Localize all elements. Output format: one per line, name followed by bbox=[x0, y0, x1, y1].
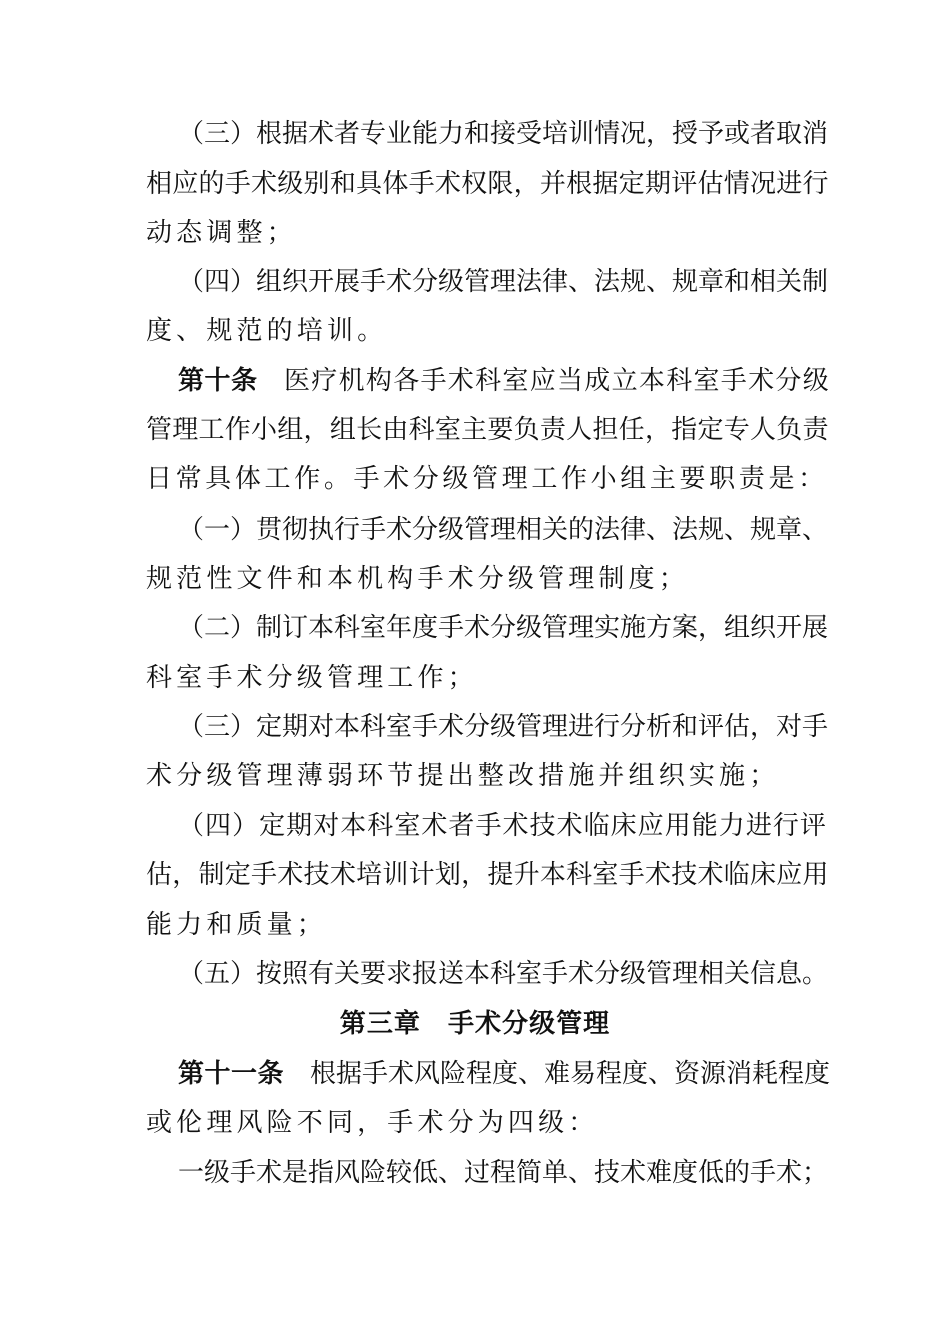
paragraph-line: （五）按照有关要求报送本科室手术分级管理相关信息。 bbox=[178, 959, 829, 989]
paragraph-line: 术分级管理薄弱环节提出整改措施并组织实施； bbox=[146, 761, 780, 791]
paragraph-line: 相应的手术级别和具体手术权限，并根据定期评估情况进行 bbox=[146, 169, 829, 199]
text-line bbox=[0, 1052, 950, 1096]
article-label: 第十条 bbox=[178, 366, 258, 396]
text-line bbox=[0, 952, 950, 996]
text-line bbox=[0, 359, 950, 403]
paragraph-line: 一级手术是指风险较低、过程简单、技术难度低的手术； bbox=[178, 1158, 829, 1188]
paragraph-line: 规范性文件和本机构手术分级管理制度； bbox=[146, 564, 689, 594]
article-label: 第十一条 bbox=[178, 1059, 285, 1089]
paragraph-line: 估，制定手术技术培训计划，提升本科室手术技术临床应用 bbox=[146, 860, 829, 890]
text-line bbox=[0, 656, 950, 700]
text-line bbox=[0, 162, 950, 206]
text-line bbox=[0, 1151, 950, 1195]
paragraph-line: （二）制订本科室年度手术分级管理实施方案，组织开展 bbox=[178, 613, 829, 643]
text-line bbox=[0, 903, 950, 947]
text-line bbox=[0, 1101, 950, 1145]
paragraph-line: 或伦理风险不同，手术分为四级： bbox=[146, 1108, 599, 1138]
chapter-heading: 第三章 手术分级管理 bbox=[339, 1009, 611, 1039]
paragraph-line: 能力和质量； bbox=[146, 910, 327, 940]
text-line bbox=[0, 606, 950, 650]
paragraph-line: 医疗机构各手术科室应当成立本科室手术分级 bbox=[284, 366, 831, 396]
text-line bbox=[0, 211, 950, 255]
text-line bbox=[0, 853, 950, 897]
text-line bbox=[0, 557, 950, 601]
paragraph-line: （一）贯彻执行手术分级管理相关的法律、法规、规章、 bbox=[178, 515, 829, 545]
text-line bbox=[0, 309, 950, 353]
text-line bbox=[0, 705, 950, 749]
paragraph-line: （四）组织开展手术分级管理法律、法规、规章和相关制 bbox=[178, 267, 829, 297]
text-line bbox=[0, 754, 950, 798]
paragraph-line: （三）根据术者专业能力和接受培训情况，授予或者取消 bbox=[178, 119, 829, 149]
paragraph-line: 日常具体工作。手术分级管理工作小组主要职责是： bbox=[146, 464, 828, 494]
paragraph-line: 科室手术分级管理工作； bbox=[146, 663, 478, 693]
paragraph-line: 动态调整； bbox=[146, 218, 297, 248]
paragraph-line: 根据手术风险程度、难易程度、资源消耗程度 bbox=[310, 1059, 831, 1089]
text-line bbox=[0, 457, 950, 501]
text-line bbox=[0, 804, 950, 848]
paragraph-line: 度、规范的培训。 bbox=[146, 316, 388, 346]
text-line bbox=[0, 112, 950, 156]
text-line bbox=[0, 408, 950, 452]
paragraph-line: （四）定期对本科室术者手术技术临床应用能力进行评 bbox=[178, 811, 827, 841]
text-line bbox=[0, 508, 950, 552]
paragraph-line: （三）定期对本科室手术分级管理进行分析和评估，对手 bbox=[178, 712, 829, 742]
text-line bbox=[0, 260, 950, 304]
paragraph-line: 管理工作小组，组长由科室主要负责人担任，指定专人负责 bbox=[146, 415, 829, 445]
